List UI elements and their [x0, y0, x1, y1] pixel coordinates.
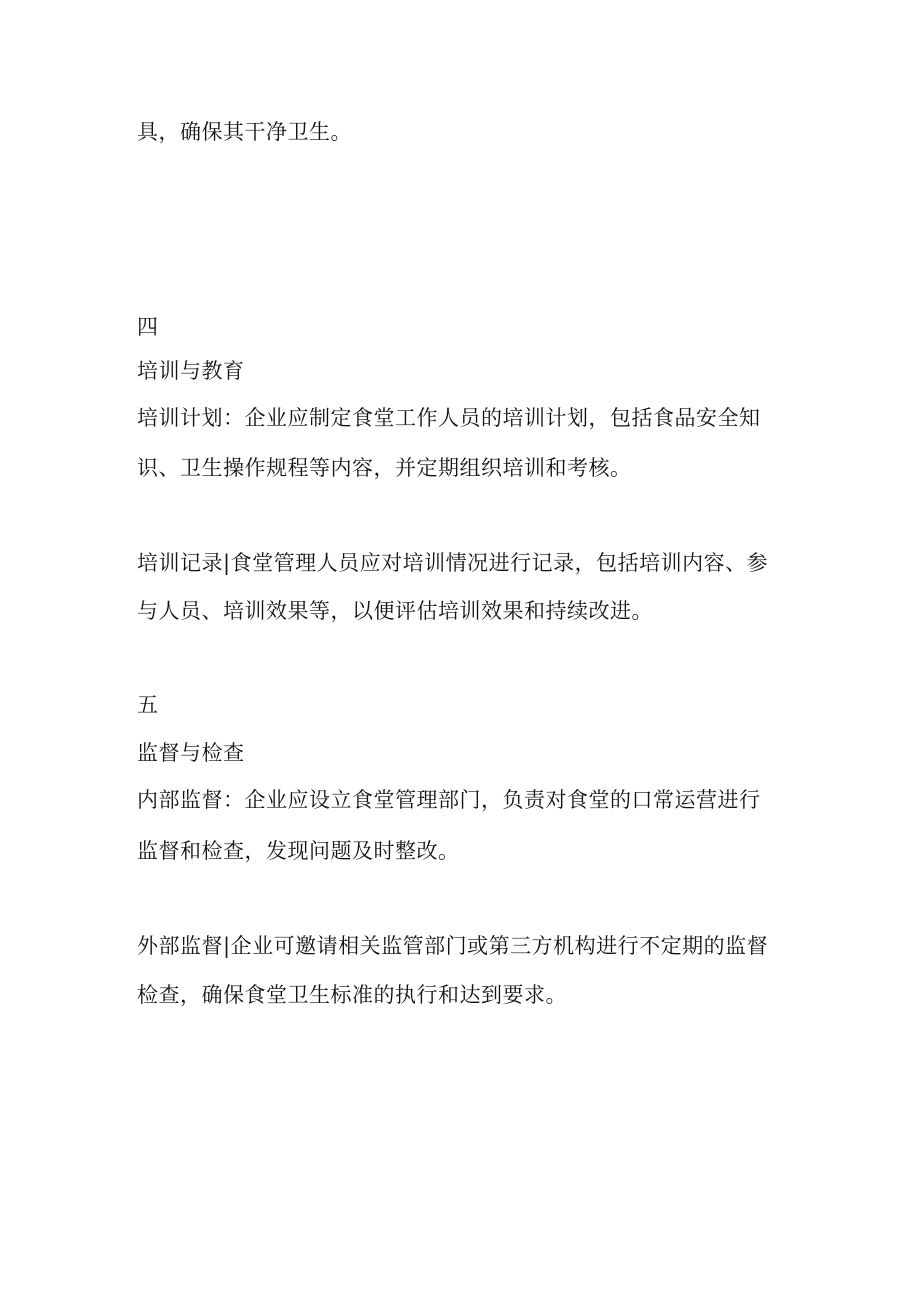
- training-record-line-2: 与人员、培训效果等，以便评估培训效果和持续改进。: [137, 599, 653, 623]
- training-record-line-1: 培训记录|食堂管理人员应对培训情况进行记录，包括培训内容、参: [137, 551, 769, 575]
- training-plan-line-2: 识、卫生操作规程等内容，并定期组织培训和考核。: [137, 456, 632, 480]
- training-plan-line-1: 培训计划：企业应制定食堂工作人员的培训计划，包括食品安全知: [137, 406, 761, 430]
- section-5-title: 监督与检查: [137, 741, 245, 765]
- internal-supervision-line-2: 监督和检查，发现问题及时整改。: [137, 839, 460, 863]
- external-supervision-line-2: 检查，确保食堂卫生标准的执行和达到要求。: [137, 983, 567, 1007]
- continuation-text: 具，确保其干净卫生。: [137, 120, 352, 144]
- external-supervision-line-1: 外部监督|企业可邀请相关监管部门或第三方机构进行不定期的监督: [137, 934, 769, 958]
- section-4-title: 培训与教育: [137, 359, 245, 383]
- internal-supervision-line-1: 内部监督：企业应设立食堂管理部门，负责对食堂的口常运营进行: [137, 788, 761, 812]
- section-4-number: 四: [137, 315, 159, 339]
- section-5-number: 五: [137, 693, 159, 717]
